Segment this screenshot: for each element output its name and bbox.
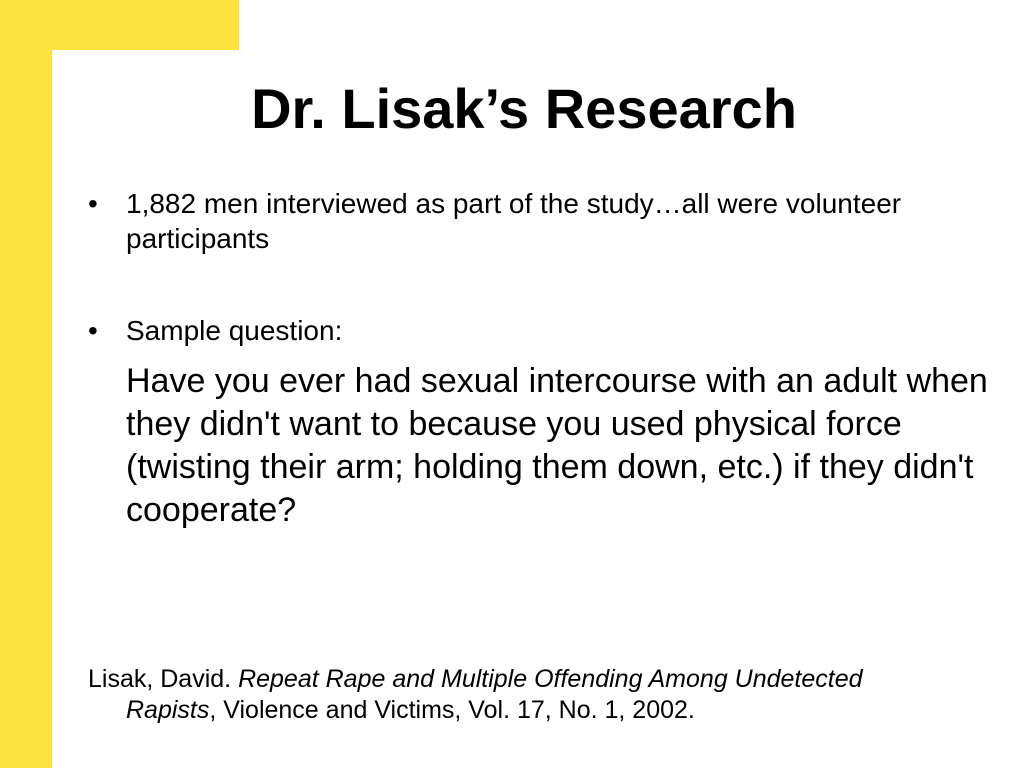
bullet-marker: • <box>88 315 98 346</box>
bullet-text: 1,882 men interviewed as part of the study…all were volunteer participants <box>126 188 902 254</box>
citation-title-part2: Rapists <box>126 696 210 724</box>
bullet-marker: • <box>88 188 98 219</box>
slide-title: Dr. Lisak’s Research <box>251 77 797 140</box>
citation-title-part1: Repeat Rape and Multiple Offending Among Undetected <box>238 665 863 693</box>
bullet-text: Sample question: <box>126 315 343 346</box>
bullet-item-participants <box>88 186 958 256</box>
yellow-accent-bar-top <box>0 0 239 50</box>
citation-author: Lisak, David. <box>88 665 239 693</box>
citation-line-2 <box>88 695 988 726</box>
citation <box>88 664 988 726</box>
citation-source: , Violence and Victims, Vol. 17, No. 1, 2002. <box>209 696 695 724</box>
sample-question-text: Have you ever had sexual intercourse with an adult when they didn't want to because you used physical force (twisting their arm; holding them down, etc.) if they didn't cooperate? <box>126 362 988 529</box>
bullet-item-sample-question <box>88 313 958 348</box>
